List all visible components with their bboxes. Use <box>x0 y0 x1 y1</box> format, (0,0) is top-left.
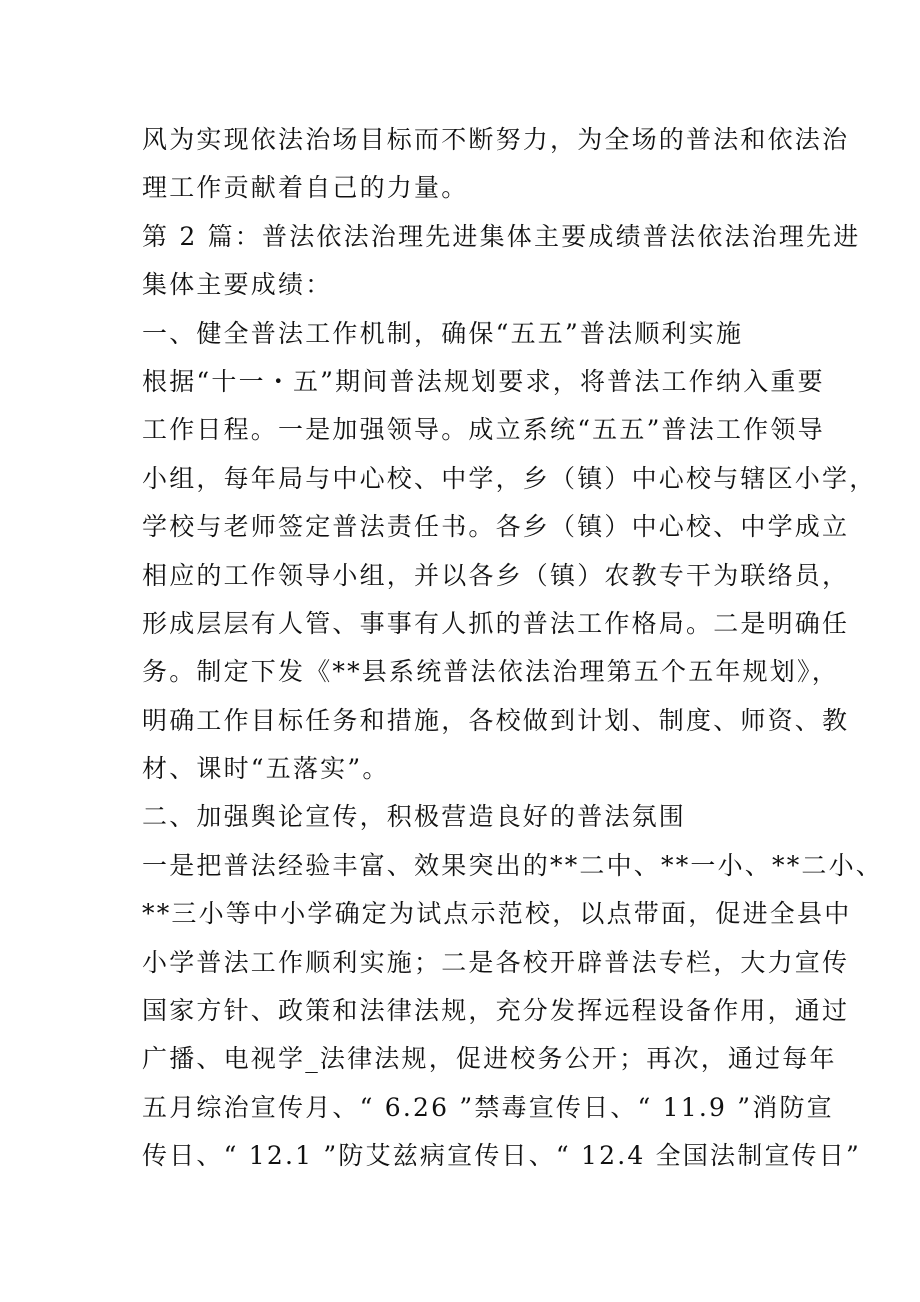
text-line: 国家方针、政策和法律法规，充分发挥远程设备作用，通过 <box>142 996 850 1026</box>
text-line: 形成层层有人管、事事有人抓的普法工作格局。二是明确任 <box>142 608 850 638</box>
text-line: 五月综治宣传月、“ 6.26 ”禁毒宣传日、“ 11.9 ”消防宣 <box>142 1092 834 1122</box>
subheading-line: 一、健全普法工作机制，确保“五五”普法顺利实施 <box>142 318 744 348</box>
document-body <box>142 116 884 1181</box>
text-line: 根据“十一・五”期间普法规划要求，将普法工作纳入重要 <box>142 366 825 396</box>
text-line: 小组，每年局与中心校、中学，乡（镇）中心校与辖区小学， <box>142 463 877 493</box>
text-line: 广播、电视学_法律法规，促进校务公开；再次，通过每年 <box>142 1044 837 1074</box>
text-line: 材、课时“五落实”。 <box>142 754 390 784</box>
subheading-line: 二、加强舆论宣传，积极营造良好的普法氛围 <box>142 802 687 832</box>
text-line: 学校与老师签定普法责任书。各乡（镇）中心校、中学成立 <box>142 512 850 542</box>
text-line: 传日、“ 12.1 ”防艾兹病宣传日、“ 12.4 全国法制宣传日” <box>142 1141 862 1171</box>
text-line: 理工作贡献着自己的力量。 <box>142 173 469 203</box>
section-heading-line: 集体主要成绩： <box>142 270 333 300</box>
text-line: 务。制定下发《**县系统普法依法治理第五个五年规划》， <box>142 657 839 687</box>
text-line: **三小等中小学确定为试点示范校，以点带面，促进全县中 <box>142 899 852 929</box>
text-line: 小学普法工作顺利实施；二是各校开辟普法专栏，大力宣传 <box>142 947 850 977</box>
text-line: 风为实现依法治场目标而不断努力，为全场的普法和依法治 <box>142 125 850 154</box>
text-line: 一是把普法经验丰富、效果突出的**二中、**一小、**二小、 <box>142 850 884 880</box>
text-line: 明确工作目标任务和措施，各校做到计划、制度、师资、教 <box>142 705 850 735</box>
section-heading-line: 第 2 篇：普法依法治理先进集体主要成绩普法依法治理先进 <box>142 221 861 251</box>
text-line: 相应的工作领导小组，并以各乡（镇）农教专干为联络员， <box>142 560 850 590</box>
text-line: 工作日程。一是加强领导。成立系统“五五”普法工作领导 <box>142 415 825 445</box>
